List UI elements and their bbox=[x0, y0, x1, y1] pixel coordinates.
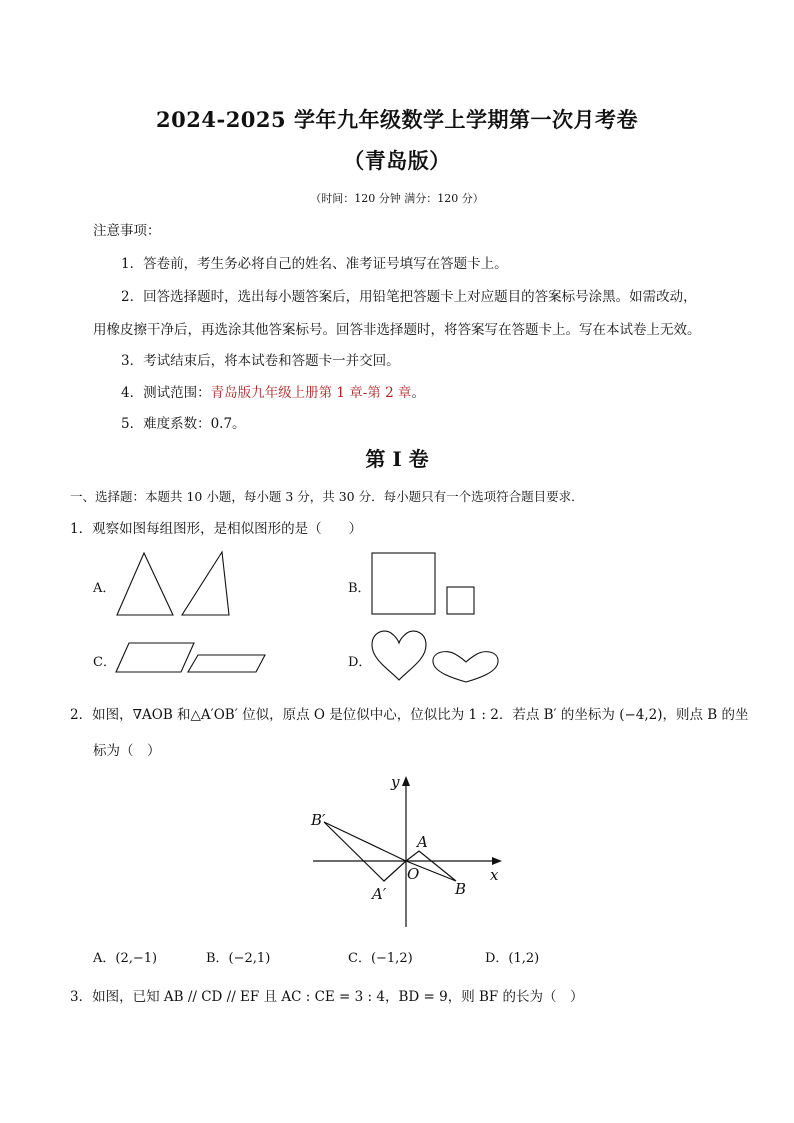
notice-item-4-range: 青岛版九年级上册第 1 章-第 2 章 bbox=[210, 385, 412, 401]
q2-label-o: O bbox=[407, 865, 420, 883]
q3-stem: 3．如图，已知 AB // CD // EF 且 AC : CE = 3 : 4，BD = 9，则 BF 的长为（ ） bbox=[70, 989, 584, 1005]
q2-label-b-prime: B′ bbox=[311, 811, 326, 829]
q1-stem: 1．观察如图每组图形，是相似图形的是（ ） bbox=[70, 521, 363, 537]
q1-option-b-label: B． bbox=[348, 581, 371, 596]
notice-heading: 注意事项： bbox=[93, 223, 161, 239]
notice-item-4-prefix: 4．测试范围： bbox=[121, 385, 211, 401]
exam-title: 2024-2025 学年九年级数学上学期第一次月考卷 bbox=[156, 107, 638, 132]
q2-label-a-prime: A′ bbox=[372, 885, 387, 903]
triangle-a-prime-o-b-prime bbox=[324, 822, 406, 881]
q2-label-y: y bbox=[391, 773, 400, 791]
notice-item-1: 1．答卷前，考生务必将自己的姓名、准考证号填写在答题卡上。 bbox=[121, 256, 508, 272]
q2-option-c: C．(−1,2) bbox=[348, 951, 413, 966]
y-axis-arrow bbox=[402, 776, 410, 786]
q2-option-b: B．(−2,1) bbox=[206, 951, 271, 966]
q1-option-c-label: C． bbox=[93, 655, 116, 670]
notice-item-2-line-1: 2．回答选择题时，选出每小题答案后，用铅笔把答题卡上对应题目的答案标号涂黑。如需改动， bbox=[121, 289, 697, 305]
q2-stem-line-2: 标为（ ） bbox=[93, 743, 161, 759]
q2-stem-line-1: 2．如图，∇AOB 和△A′OB′ 位似，原点 O 是位似中心，位似比为 1 : 2．若点 B′ 的坐标为 (−4,2)，则点 B 的坐 bbox=[70, 707, 749, 723]
section-title: 第 I 卷 bbox=[365, 447, 429, 471]
x-axis-arrow bbox=[492, 857, 502, 865]
part-1-instructions: 一、选择题：本题共 10 小题，每小题 3 分，共 30 分．每小题只有一个选项符合题目要求． bbox=[70, 489, 584, 504]
q2-label-b: B bbox=[455, 880, 467, 898]
q2-option-d: D．(1,2) bbox=[485, 951, 540, 966]
exam-meta: （时间：120 分钟 满分：120 分） bbox=[310, 192, 484, 205]
notice-item-2-line-2: 用橡皮擦干净后，再选涂其他答案标号。回答非选择题时，将答案写在答题卡上。写在本试卷上无效。 bbox=[93, 322, 701, 338]
q2-option-a: A．(2,−1) bbox=[93, 951, 158, 966]
q1-option-a-label: A． bbox=[93, 581, 116, 596]
notice-item-4-suffix: 。 bbox=[411, 385, 425, 401]
q2-label-x: x bbox=[490, 866, 499, 884]
exam-subtitle: （青岛版） bbox=[343, 148, 451, 173]
notice-item-3: 3．考试结束后，将本试卷和答题卡一并交回。 bbox=[121, 353, 400, 369]
notice-item-5: 5．难度系数：0.7。 bbox=[121, 416, 246, 432]
q1-option-d-label: D． bbox=[348, 655, 372, 670]
q2-label-a: A bbox=[417, 833, 428, 851]
